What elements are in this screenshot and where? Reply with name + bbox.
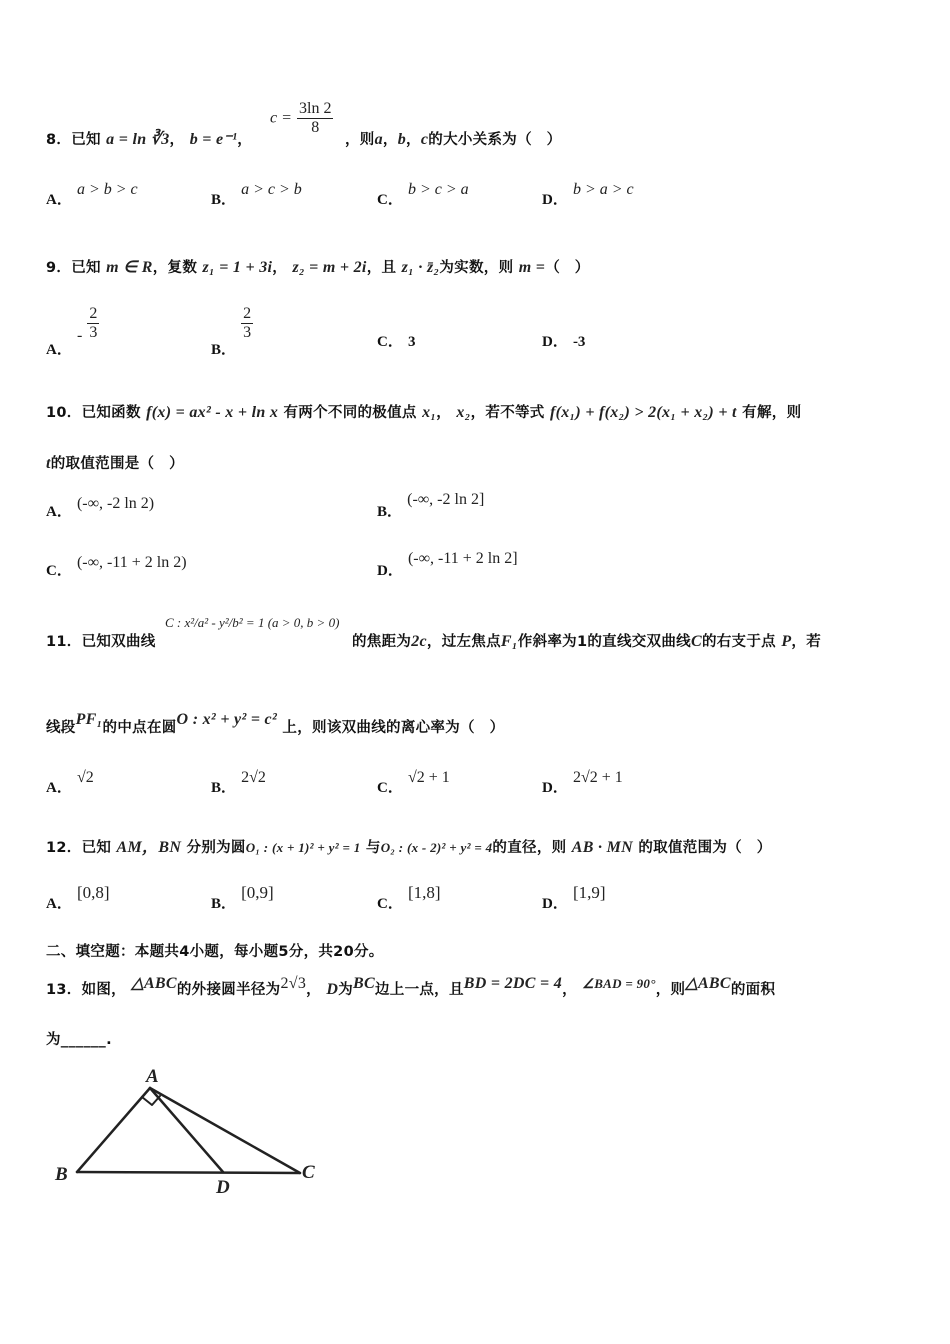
q13-tri2: △ABC	[685, 975, 731, 992]
q11-option-a[interactable]	[46, 766, 94, 796]
label-a: A	[146, 1066, 159, 1087]
q8-c-lhs: c =	[270, 109, 292, 127]
q11-text7: 线段	[46, 720, 76, 736]
option-sign: -	[76, 326, 83, 344]
q8-lead: 已知	[71, 132, 101, 148]
q11-number: 11．	[46, 634, 82, 650]
option-label: B．	[211, 192, 237, 208]
q8-c-expr	[270, 100, 333, 136]
q13-text4: ，则	[655, 982, 686, 998]
option-expr: (-∞, -2 ln 2]	[407, 491, 485, 508]
option-label: C．	[377, 780, 403, 796]
q10-text2: ，若不等式	[470, 405, 545, 421]
option-label: B．	[211, 341, 237, 358]
q8-c-fraction	[297, 100, 333, 136]
q9-and: ，且	[366, 260, 397, 276]
q9-option-d[interactable]	[542, 330, 585, 351]
q8-option-a[interactable]	[46, 181, 138, 209]
q8-tail-c: c	[420, 131, 429, 148]
q13-text5: 的面积	[730, 982, 776, 998]
q8-b-expr: b = e⁻¹	[189, 131, 238, 148]
q10-option-a[interactable]	[46, 492, 155, 520]
option-expr: 2√2 + 1	[572, 769, 623, 786]
option-den: 3	[243, 323, 252, 341]
question-11	[46, 630, 156, 651]
q8-then: ，则	[345, 132, 375, 148]
option-expr: b > a > c	[572, 181, 634, 198]
q13-text1: 的外接圆半径为	[176, 982, 281, 998]
q9-complex: ，复数	[152, 260, 198, 276]
q11-focal: 2c	[411, 633, 427, 650]
option-expr: b > c > a	[407, 181, 469, 198]
q12-option-c[interactable]	[377, 882, 441, 912]
question-13: 13．如图， △ABC的外接圆半径为2√3， D为BC边上一点，且BD = 2DC = 4， ∠BAD = 90°，则△ABC的面积	[46, 975, 776, 998]
label-d: D	[216, 1177, 230, 1198]
option-expr: [1,8]	[407, 883, 441, 902]
q9-option-c[interactable]	[377, 330, 415, 351]
option-label: A．	[46, 896, 72, 912]
q12-option-d[interactable]	[542, 882, 606, 912]
option-value: 3	[407, 334, 416, 350]
option-label: D．	[542, 780, 568, 796]
q12-option-b[interactable]	[211, 882, 274, 912]
q9-m-eq: m =	[518, 259, 546, 276]
q10-x2: x₂	[456, 404, 471, 421]
option-label: A．	[46, 780, 72, 796]
q8-tail: ，则a，b，c的大小关系为（ ）	[345, 131, 562, 148]
q9-lead: 已知	[71, 260, 101, 276]
option-expr: a > b > c	[76, 181, 138, 198]
option-label: D．	[377, 563, 403, 579]
triangle-figure	[50, 1058, 340, 1198]
q12-o1: O₁ : (x + 1)² + y² = 1	[245, 840, 361, 855]
q13-line2: 为______.	[46, 1032, 112, 1048]
q11-text1: 的焦距为	[352, 634, 412, 650]
q11-curve-expr: C : x²/a² - y²/b² = 1 (a > 0, b > 0)	[165, 615, 340, 630]
q8-a-expr: a = ln ∛3	[106, 131, 170, 148]
q8-option-d[interactable]	[542, 181, 634, 209]
q13-comma: ，	[306, 982, 321, 998]
q13-text3: 边上一点，且	[374, 982, 464, 998]
option-label: C．	[46, 563, 72, 579]
q10-number: 10．	[46, 405, 82, 421]
q8-option-b[interactable]	[211, 181, 302, 209]
option-expr: [0,8]	[76, 883, 110, 902]
q13-bc: BC	[353, 975, 375, 992]
option-label: D．	[542, 896, 568, 912]
option-fraction	[241, 305, 253, 341]
q10-t: t	[46, 455, 51, 472]
q8-tail-b: b	[397, 131, 407, 148]
option-expr: a > c > b	[241, 181, 302, 198]
option-expr: [0,9]	[241, 883, 274, 902]
question-9: 9．已知 m ∈ R，复数 z₁ = 1 + 3i， z₂ = m + 2i，且 z₁ · z̄₂为实数，则 m =（ ）	[46, 259, 590, 276]
q13-lead: 如图，	[81, 982, 126, 998]
q13-radius: 2√3	[280, 975, 307, 992]
option-den: 3	[89, 323, 98, 341]
option-label: D．	[542, 334, 568, 350]
option-label: C．	[377, 896, 403, 912]
q13-tri: △ABC	[131, 975, 177, 992]
q11-text2: ，过左焦点	[426, 634, 501, 650]
segment-ad	[150, 1088, 223, 1172]
q12-text3: 的取值范围为（ ）	[638, 840, 772, 856]
option-expr: 2√2	[241, 769, 266, 786]
q10-ineq: f(x₁) + f(x₂) > 2(x₁ + x₂) + t	[549, 404, 737, 421]
q11-f1: F₁	[500, 633, 518, 650]
option-label: C．	[377, 192, 403, 208]
option-expr: √2 + 1	[407, 769, 450, 786]
q10-text4: 的取值范围是（ ）	[50, 456, 184, 472]
q13-text2: 为	[338, 982, 354, 998]
option-num: 2	[89, 305, 98, 322]
q9-option-b[interactable]	[211, 305, 253, 358]
q9-prod: z₁ · z̄₂	[401, 259, 440, 276]
q11-option-c[interactable]	[377, 766, 450, 796]
option-label: B．	[211, 896, 237, 912]
segment-ac	[150, 1088, 300, 1173]
q8-tail-end: 的大小关系为（ ）	[428, 132, 562, 148]
q11-line2	[46, 711, 505, 737]
question-8: 8．已知 a = ln ∛3， b = e⁻¹，	[46, 131, 253, 148]
option-label: A．	[46, 192, 72, 208]
q12-text2: 的直径，则	[492, 840, 567, 856]
option-label: A．	[46, 504, 72, 520]
q12-with: 与	[365, 840, 381, 856]
q10-option-c[interactable]	[46, 551, 187, 579]
segment-bc	[77, 1172, 300, 1173]
q11-circle: O : x² + y² = c²	[176, 711, 278, 728]
q13-angle: ∠BAD = 90°	[582, 976, 656, 991]
q11-curve	[165, 612, 339, 631]
q12-dot: AB · MN	[571, 839, 634, 856]
option-label: D．	[542, 192, 568, 208]
q11-text3: 作斜率为	[517, 634, 577, 650]
q10-line2	[46, 452, 184, 473]
q11-lead: 已知双曲线	[81, 634, 156, 650]
label-b: B	[55, 1164, 68, 1185]
label-c: C	[302, 1162, 315, 1183]
q11-text8: 的中点在圆	[102, 720, 177, 736]
q10-text3: 有解，则	[742, 405, 802, 421]
q9-option-a[interactable]	[46, 305, 99, 358]
q10-x1: x₁	[422, 404, 437, 421]
q10-text1: 有两个不同的极值点	[283, 405, 417, 421]
q8-c-num: 3ln 2	[299, 100, 332, 117]
q11-option-b[interactable]	[211, 766, 266, 796]
q12-option-a[interactable]	[46, 882, 110, 912]
q8-number: 8．	[46, 132, 72, 148]
q8-option-c[interactable]	[377, 181, 469, 209]
q13-d: D	[326, 981, 339, 998]
q12-am-bn: AM，BN	[116, 839, 182, 856]
q12-number: 12．	[46, 840, 82, 856]
question-10: 10．已知函数 f(x) = ax² - x + ln x 有两个不同的极值点 x₁， x₂，若不等式 f(x₁) + f(x₂) > 2(x₁ + x₂) + t 有解，则	[46, 404, 802, 421]
q11-option-d[interactable]	[542, 766, 623, 796]
option-value: -3	[572, 334, 586, 350]
option-num: 2	[243, 305, 252, 322]
option-label: B．	[211, 780, 237, 796]
q8-tail-a: a	[374, 131, 383, 148]
q10-lead: 已知函数	[81, 405, 141, 421]
q11-p: P	[781, 633, 792, 650]
option-expr: √2	[76, 769, 94, 786]
section-2-title: 二、填空题：本题共4小题，每小题5分，共20分。	[46, 944, 384, 960]
q11-line1-tail	[352, 630, 821, 651]
q9-z1: z₁ = 1 + 3i	[202, 259, 273, 276]
q11-c: C	[690, 633, 702, 650]
option-label: C．	[377, 334, 403, 350]
q10-f-expr: f(x) = ax² - x + ln x	[146, 404, 279, 421]
q11-text9: 上，则该双曲线的离心率为（ ）	[282, 720, 505, 736]
q8-c-den: 8	[311, 118, 320, 136]
option-fraction	[87, 305, 99, 341]
q13-cond: BD = 2DC = 4	[463, 975, 563, 992]
option-label: B．	[377, 504, 403, 520]
q9-m-in-r: m ∈ R	[106, 259, 153, 276]
option-expr: (-∞, -11 + 2 ln 2)	[76, 554, 187, 571]
q9-real: 为实数，则	[439, 260, 514, 276]
q10-option-d[interactable]	[377, 547, 518, 579]
question-12	[46, 834, 772, 857]
option-expr: (-∞, -11 + 2 ln 2]	[407, 550, 518, 567]
q12-text1: 分别为圆	[186, 840, 246, 856]
q11-text5: 的右支于点	[701, 634, 776, 650]
q11-text4: 的直线交双曲线	[587, 634, 691, 650]
option-label: A．	[46, 341, 72, 358]
segment-ab	[77, 1088, 150, 1172]
option-expr: (-∞, -2 ln 2)	[76, 495, 155, 512]
q10-option-b[interactable]	[377, 488, 485, 520]
q12-o2: O₂ : (x - 2)² + y² = 4	[380, 840, 493, 855]
q9-number: 9．	[46, 260, 72, 276]
q13-number: 13．	[46, 982, 82, 998]
q11-text6: ，若	[791, 634, 821, 650]
option-expr: [1,9]	[572, 883, 606, 902]
q12-lead: 已知	[81, 840, 112, 856]
q11-slope: 1	[576, 634, 588, 650]
q9-tail: （ ）	[545, 260, 590, 276]
q11-pf1: PF₁	[75, 711, 103, 728]
q9-z2: z₂ = m + 2i	[292, 259, 367, 276]
